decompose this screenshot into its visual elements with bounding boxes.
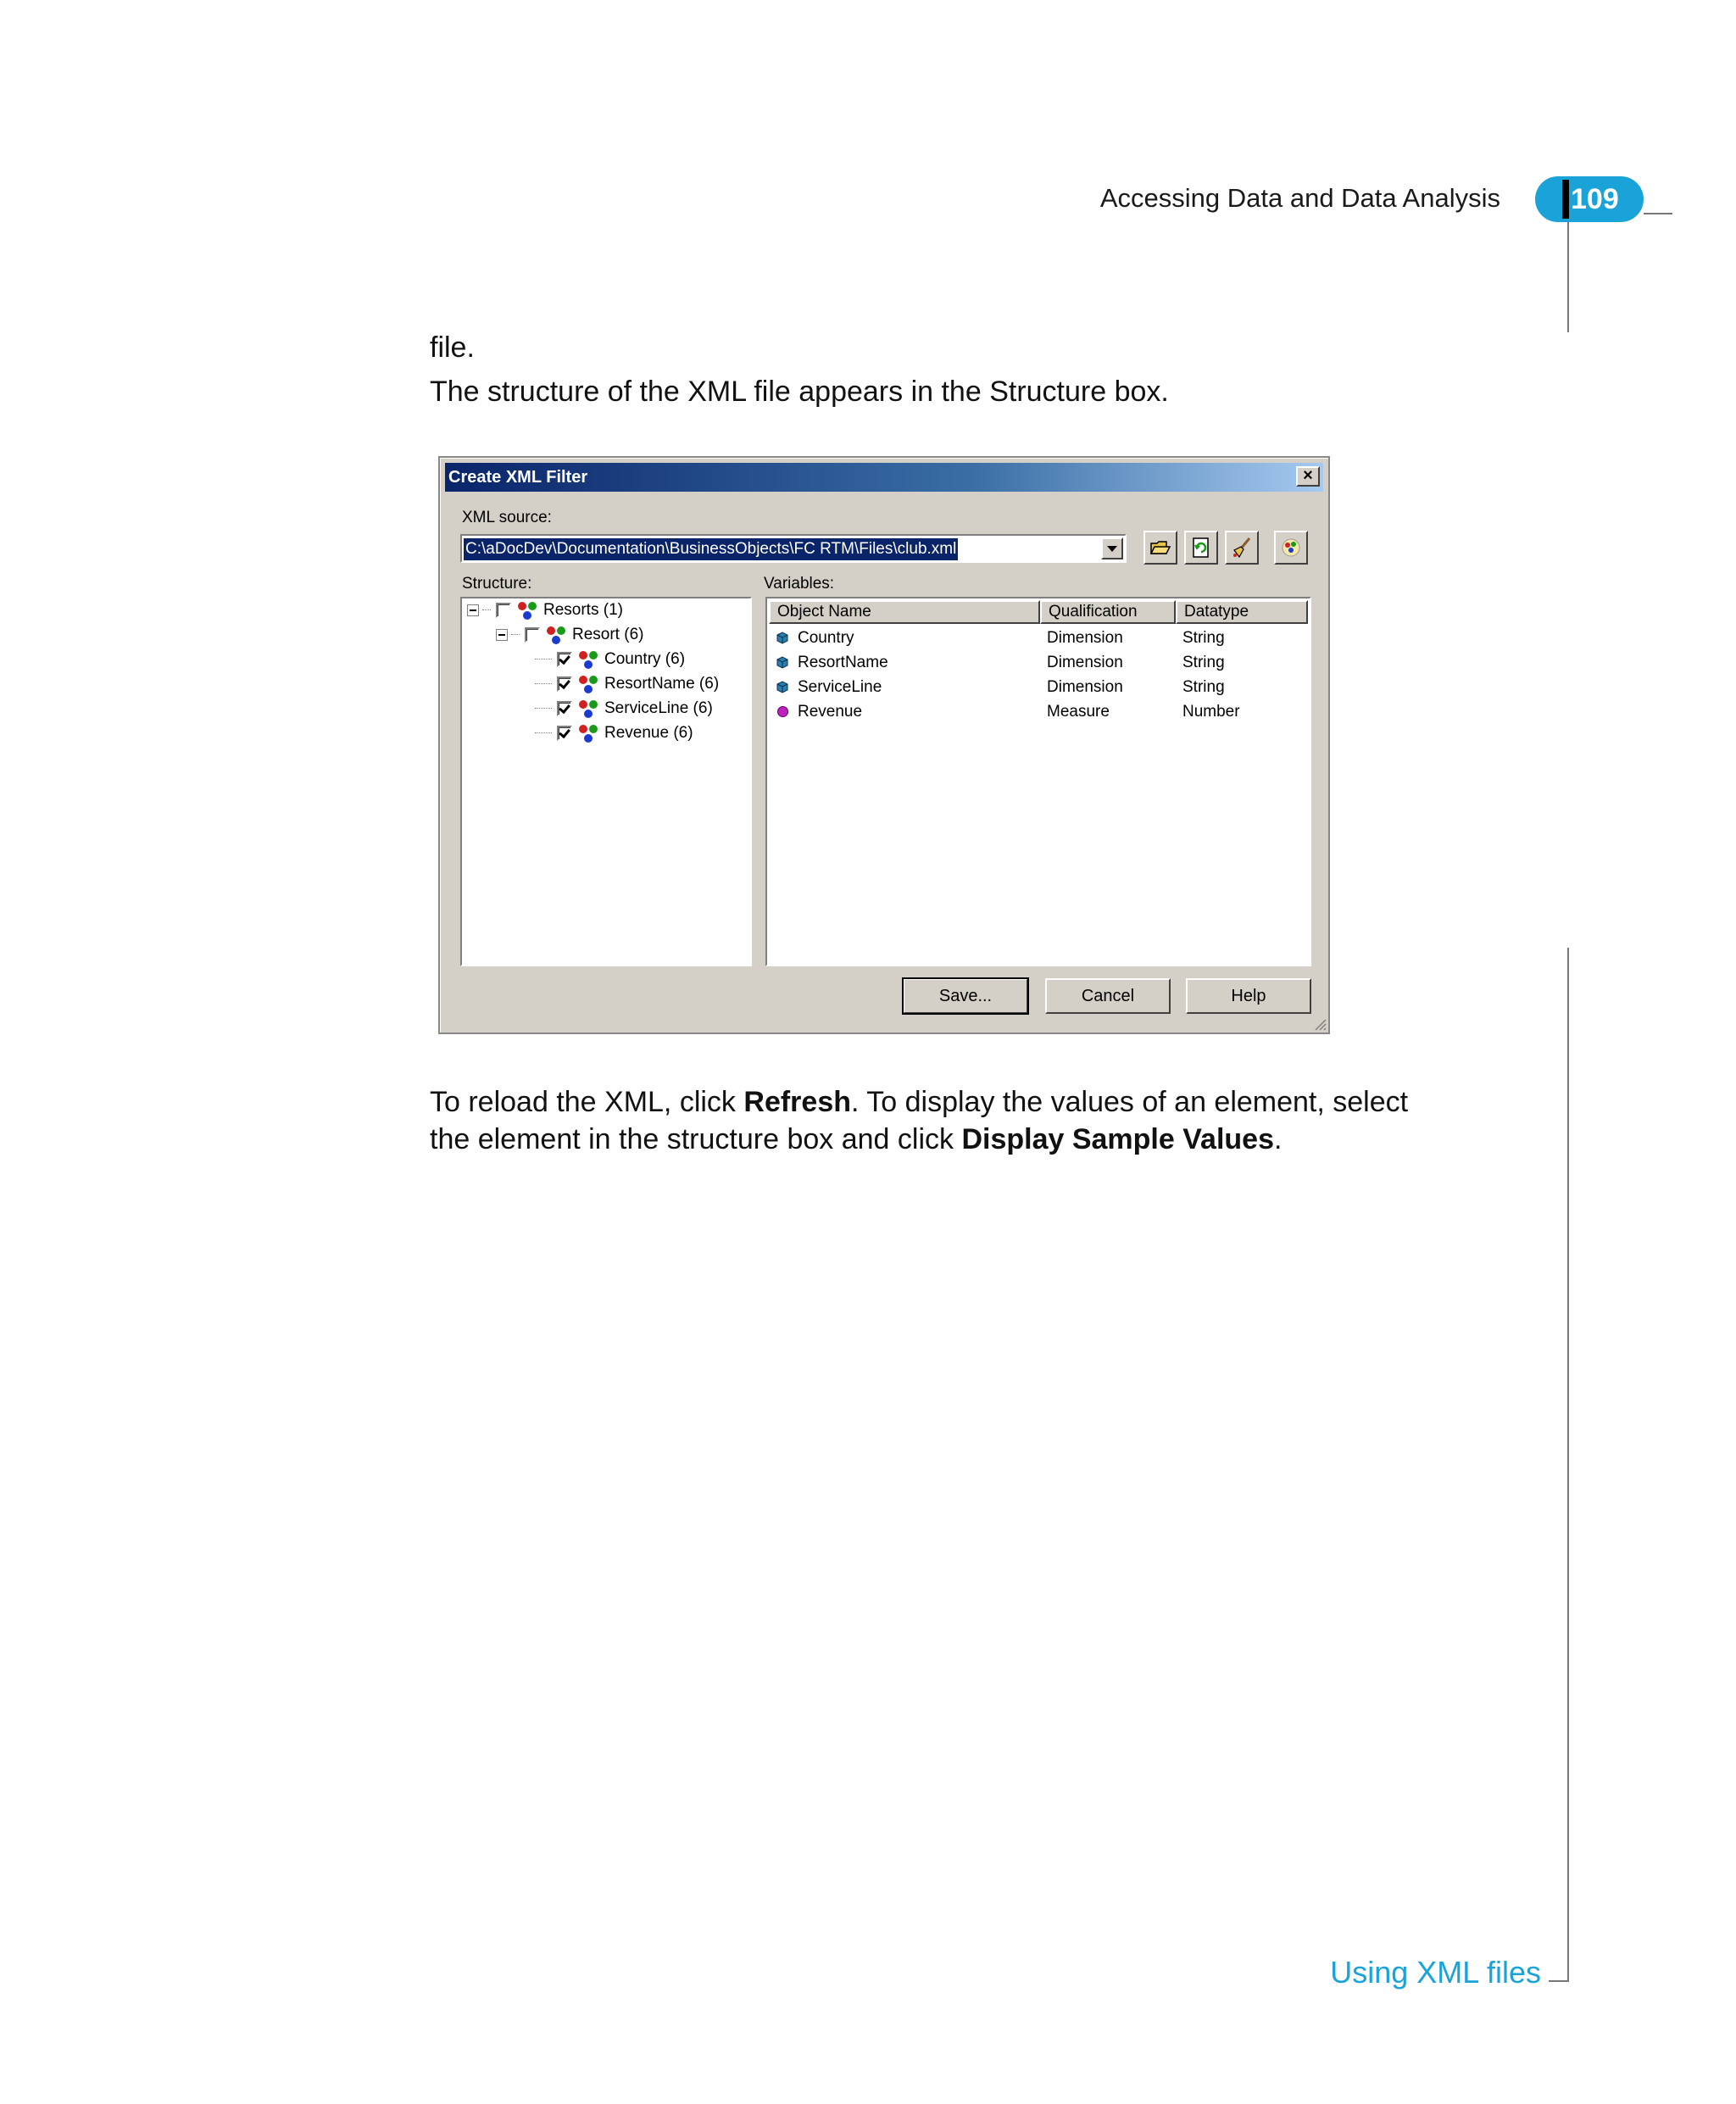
tree-item-serviceline[interactable] [535, 697, 713, 721]
help-button[interactable]: Help [1186, 978, 1311, 1014]
display-sample-values-term: Display Sample Values [961, 1123, 1274, 1155]
xml-element-icon [577, 673, 599, 695]
tree-item-label: Resort (6) [572, 626, 644, 643]
open-folder-icon [1149, 537, 1171, 559]
variable-qualification: Dimension [1047, 678, 1123, 696]
tree-item-resortname[interactable] [535, 672, 719, 696]
variable-name: Revenue [798, 703, 863, 721]
xml-element-icon [545, 624, 567, 646]
column-header-datatype[interactable]: Datatype [1176, 600, 1308, 624]
collapse-icon[interactable] [496, 629, 508, 641]
display-sample-values-button[interactable] [1274, 531, 1308, 565]
create-xml-filter-dialog [438, 456, 1330, 1034]
tree-checkbox-resortname[interactable] [557, 676, 572, 692]
page-number: 109 [1571, 182, 1619, 215]
variable-datatype: String [1182, 678, 1225, 696]
variable-name: ServiceLine [798, 678, 882, 696]
variable-qualification: Dimension [1047, 654, 1123, 671]
tree-item-label: Resorts (1) [543, 601, 623, 619]
clear-button[interactable] [1225, 531, 1259, 565]
margin-rule-bottom [1567, 948, 1569, 1982]
open-file-button[interactable] [1143, 531, 1177, 565]
tree-item-resorts[interactable] [467, 598, 623, 622]
footer-rule [1549, 1980, 1569, 1982]
display-sample-values-icon [1280, 537, 1302, 559]
body-line-file: file. [430, 331, 475, 364]
tree-item-label: Country (6) [604, 650, 686, 668]
xml-element-icon [516, 599, 538, 621]
close-button[interactable]: × [1296, 466, 1320, 487]
xml-source-combobox[interactable] [460, 534, 1127, 563]
tree-item-label: Revenue (6) [604, 724, 693, 742]
variable-name: ResortName [798, 654, 888, 671]
variable-datatype: String [1182, 654, 1225, 671]
column-header-qualification[interactable]: Qualification [1040, 600, 1176, 624]
tree-item-label: ServiceLine (6) [604, 699, 713, 717]
structure-tree[interactable] [460, 597, 752, 966]
variable-qualification: Measure [1047, 703, 1110, 721]
dimension-icon [776, 631, 789, 644]
tree-item-revenue[interactable] [535, 721, 693, 745]
column-header-object-name[interactable]: Object Name [769, 600, 1040, 624]
resize-grip-icon[interactable] [1311, 1016, 1327, 1031]
footer-section-title: Using XML files [1330, 1955, 1541, 1990]
tree-item-resort[interactable] [496, 623, 643, 647]
xml-element-icon [577, 698, 599, 720]
xml-source-label: XML source: [462, 509, 552, 526]
clear-brush-icon [1231, 537, 1253, 559]
table-row[interactable] [767, 699, 1310, 724]
structure-label: Structure: [462, 575, 532, 593]
refresh-icon [1190, 537, 1212, 559]
dimension-icon [776, 655, 789, 669]
save-button[interactable]: Save... [903, 978, 1028, 1014]
dropdown-arrow-icon[interactable] [1101, 537, 1123, 559]
variables-label: Variables: [764, 575, 835, 593]
page-number-badge [1535, 176, 1644, 222]
tree-item-label: ResortName (6) [604, 675, 720, 693]
tree-checkbox-resort[interactable] [525, 627, 540, 643]
xml-element-icon [577, 648, 599, 671]
tree-checkbox-resorts[interactable] [496, 603, 511, 618]
refresh-term: Refresh [743, 1086, 851, 1118]
cancel-button[interactable]: Cancel [1045, 978, 1171, 1014]
refresh-button[interactable] [1184, 531, 1218, 565]
dimension-icon [776, 680, 789, 693]
table-row[interactable] [767, 626, 1310, 650]
table-row[interactable] [767, 650, 1310, 675]
header-rule [1644, 213, 1672, 214]
xml-source-value[interactable]: C:\aDocDev\Documentation\BusinessObjects\FC RTM\Files\club.xml [464, 538, 958, 560]
variable-datatype: Number [1182, 703, 1240, 721]
tree-item-country[interactable] [535, 648, 685, 671]
tree-checkbox-country[interactable] [557, 652, 572, 667]
tree-checkbox-serviceline[interactable] [557, 701, 572, 716]
body-paragraph-line2: the element in the structure box and click Display Sample Values. [430, 1123, 1283, 1155]
body-line-structure: The structure of the XML file appears in the Structure box. [430, 376, 1169, 408]
variable-datatype: String [1182, 629, 1225, 647]
dialog-titlebar [445, 463, 1323, 492]
collapse-icon[interactable] [467, 604, 479, 616]
body-paragraph-line1: To reload the XML, click Refresh. To display the values of an element, select [430, 1086, 1409, 1118]
margin-rule-top [1567, 222, 1569, 332]
chapter-title: Accessing Data and Data Analysis [1099, 183, 1500, 213]
dialog-title: Create XML Filter [448, 468, 588, 487]
measure-icon [777, 706, 788, 717]
table-row[interactable] [767, 675, 1310, 699]
variable-name: Country [798, 629, 854, 647]
page-number-bar [1562, 180, 1569, 219]
tree-checkbox-revenue[interactable] [557, 726, 572, 741]
xml-element-icon [577, 722, 599, 744]
variable-qualification: Dimension [1047, 629, 1123, 647]
variables-list[interactable] [765, 597, 1311, 966]
